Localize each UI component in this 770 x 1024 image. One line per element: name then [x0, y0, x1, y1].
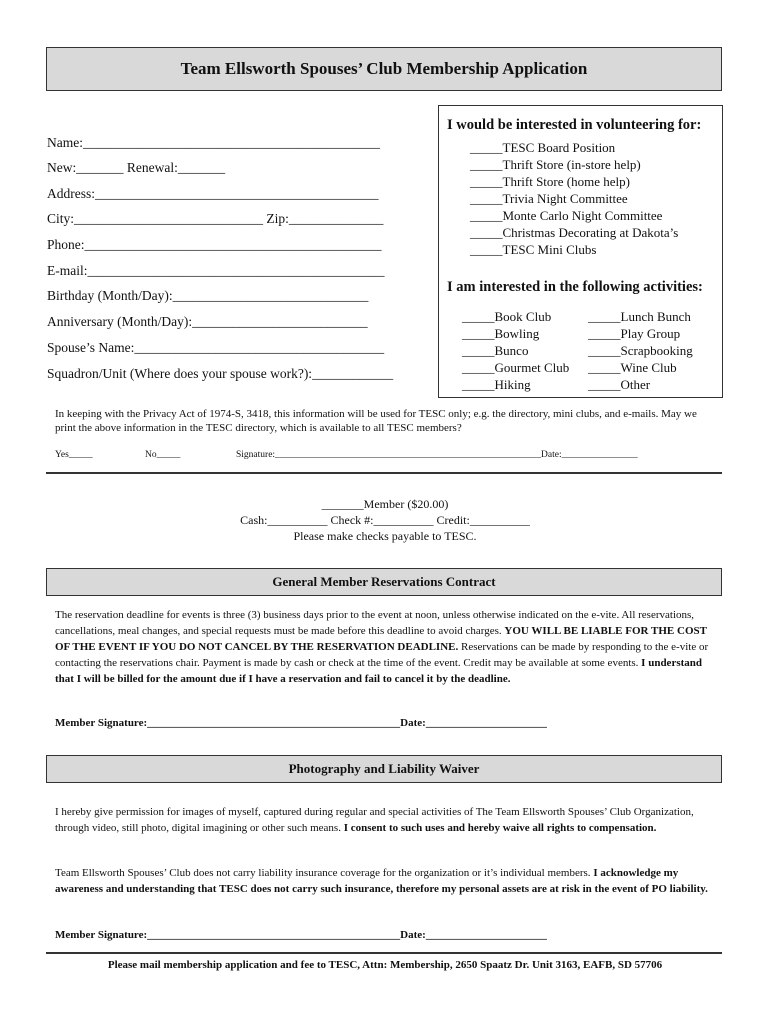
volunteer-item[interactable]: _____Christmas Decorating at Dakota’s [470, 225, 679, 240]
activity-item[interactable]: _____Bunco [462, 343, 529, 358]
volunteer-box [438, 105, 723, 398]
city-zip-field[interactable]: City:____________________________ Zip:______________ [47, 211, 384, 226]
anniversary-field[interactable]: Anniversary (Month/Day):__________________________ [47, 314, 368, 329]
waiver-signature[interactable]: Member Signature:______________________________________________Date:______________________ [55, 929, 547, 941]
activity-item[interactable]: _____Scrapbooking [588, 343, 693, 358]
new-renewal-field[interactable]: New:_______ Renewal:_______ [47, 160, 226, 175]
reservations-heading [46, 568, 722, 596]
activity-item[interactable]: _____Wine Club [588, 360, 677, 375]
waiver-bold-2: I acknowledge my awareness and understanding that TESC does not carry such insurance, therefore my personal assets are at risk in the event of PO liability. [55, 867, 708, 895]
payment-note: Please make checks payable to TESC. [293, 529, 477, 543]
privacy-yes[interactable]: Yes_____ [55, 450, 93, 460]
volunteer-item[interactable]: _____Thrift Store (home help) [470, 174, 630, 189]
phone-field[interactable]: Phone:____________________________________________ [47, 237, 382, 252]
mailing-instructions: Please mail membership application and fee to TESC, Attn: Membership, 2650 Spaatz Dr. Unit 3163, EAFB, SD 57706 [107, 959, 663, 971]
email-field[interactable]: E-mail:____________________________________________ [47, 263, 385, 278]
activity-item[interactable]: _____Bowling [462, 326, 540, 341]
name-field[interactable]: Name:____________________________________________ [47, 135, 380, 150]
activity-item[interactable]: _____Lunch Bunch [588, 309, 691, 324]
privacy-text: In keeping with the Privacy Act of 1974-S, 3418, this information will be used for TESC only; e.g. the directory, mini clubs, and e-mails. May we print the above information in the TESC directory, which is available to all TESC members? [55, 408, 697, 434]
membership-fee[interactable]: _______Member ($20.00) [321, 497, 449, 511]
birthday-field[interactable]: Birthday (Month/Day):_____________________________ [47, 288, 369, 303]
reservations-bold-1: YOU WILL BE LIABLE FOR THE COST OF THE EVENT IF YOU DO NOT CANCEL BY THE RESERVATION DEADLINE. [55, 625, 707, 653]
page-title [46, 47, 722, 91]
reservations-text-2: Reservations can be made by responding to the e-vite or contacting the reservations chair. Payment is made by cash or check at the time of the event. Credit may be available at some events. [55, 641, 709, 669]
waiver-text-2: Team Ellsworth Spouses’ Club does not carry liability insurance coverage for the organization or it’s individual members. [55, 867, 594, 879]
privacy-no[interactable]: No_____ [145, 450, 181, 460]
reservations-bold-2: I understand that I will be billed for the amount due if I have a reservation and fail to cancel it by the deadline. [55, 657, 702, 685]
address-field[interactable]: Address:__________________________________________ [47, 186, 379, 201]
waiver-heading [46, 755, 722, 783]
waiver-text-1: I hereby give permission for images of myself, captured during regular and special activities of The Team Ellsworth Spouses’ Club Organization, through video, still photo, digital imagining or other such means. [55, 806, 694, 834]
volunteer-heading: I would be interested in volunteering for: [447, 117, 702, 133]
waiver-text-b [55, 865, 720, 897]
volunteer-item[interactable]: _____Thrift Store (in-store help) [470, 157, 641, 172]
volunteer-item[interactable]: _____Monte Carlo Night Committee [470, 208, 663, 223]
activity-item[interactable]: _____Other [588, 377, 651, 392]
squadron-field[interactable]: Squadron/Unit (Where does your spouse work?):____________ [47, 366, 394, 381]
title-text: Team Ellsworth Spouses’ Club Membership Application [180, 59, 588, 78]
activity-item[interactable]: _____Book Club [462, 309, 552, 324]
waiver-heading-text: Photography and Liability Waiver [288, 761, 480, 776]
waiver-text-a [55, 804, 720, 836]
divider [46, 952, 722, 954]
volunteer-item[interactable]: _____TESC Board Position [470, 140, 616, 155]
privacy-signature[interactable]: Signature:________________________________________________________Date:________________ [236, 450, 638, 460]
reservations-text [55, 607, 720, 687]
volunteer-item[interactable]: _____TESC Mini Clubs [470, 242, 597, 257]
waiver-bold-1: I consent to such uses and hereby waive all rights to compensation. [343, 822, 657, 834]
activities-heading: I am interested in the following activities: [447, 279, 703, 295]
reservations-heading-text: General Member Reservations Contract [272, 574, 496, 589]
spouse-name-field[interactable]: Spouse’s Name:_____________________________________ [47, 340, 385, 355]
activity-item[interactable]: _____Gourmet Club [462, 360, 570, 375]
activity-item[interactable]: _____Hiking [462, 377, 531, 392]
divider [46, 472, 722, 474]
reservations-signature[interactable]: Member Signature:______________________________________________Date:______________________ [55, 717, 547, 729]
activity-item[interactable]: _____Play Group [588, 326, 681, 341]
reservations-text-1: The reservation deadline for events is three (3) business days prior to the event at noon, unless otherwise indicated on the e-vite. All reservations, cancellations, meal changes, and special requests must be made before this deadline to avoid charges. [55, 609, 695, 637]
volunteer-item[interactable]: _____Trivia Night Committee [470, 191, 628, 206]
payment-methods[interactable]: Cash:__________ Check #:__________ Credit:__________ [240, 513, 530, 527]
